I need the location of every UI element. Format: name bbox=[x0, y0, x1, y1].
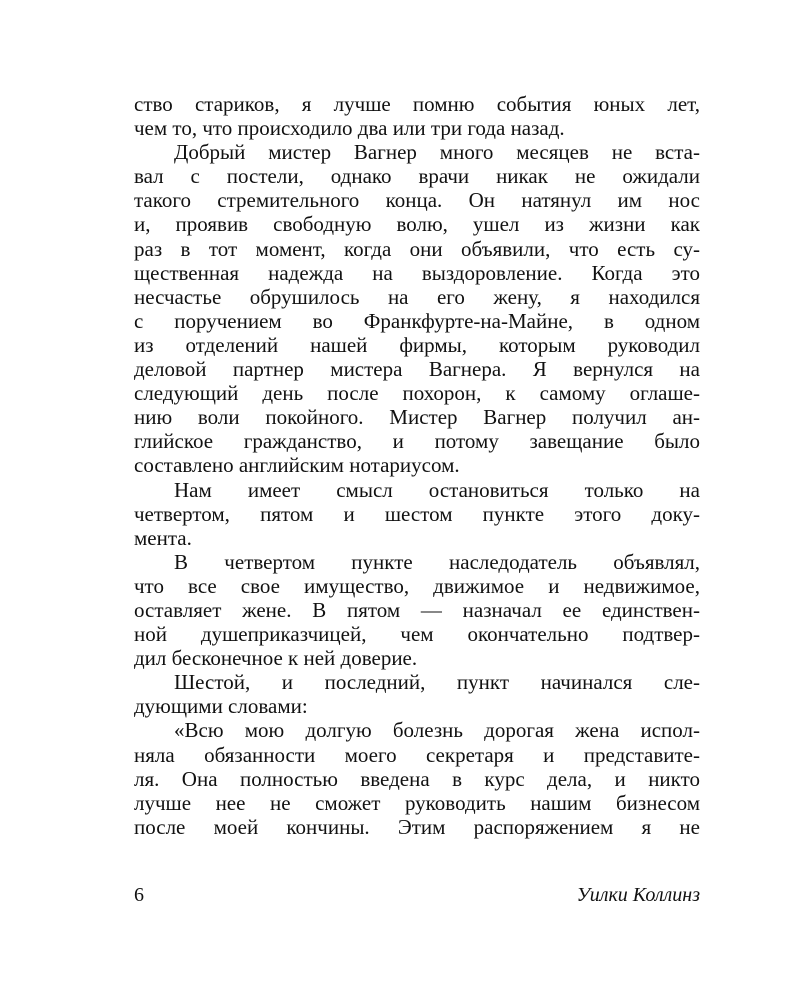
text-line: раз в тот момент, когда они объявили, что есть су- bbox=[134, 236, 700, 261]
text-line: Добрый мистер Вагнер много месяцев не вста- bbox=[174, 140, 700, 165]
text-line: такого стремительного конца. Он натянул им нос bbox=[134, 188, 700, 213]
text-line: оставляет жене. В пятом — назначал ее единствен- bbox=[134, 597, 700, 622]
text-line: дил бесконечное к ней доверие. bbox=[134, 646, 418, 671]
text-line: «Всю мою долгую болезнь дорогая жена испол- bbox=[174, 718, 700, 743]
page-footer bbox=[134, 882, 700, 908]
text-line: чем то, что происходило два или три года назад. bbox=[134, 116, 565, 141]
text-line: лучше нее не сможет руководить нашим бизнесом bbox=[134, 790, 700, 815]
text-line: няла обязанности моего секретаря и представите- bbox=[134, 742, 700, 767]
text-line: Нам имеет смысл остановиться только на bbox=[174, 477, 700, 502]
text-line: мента. bbox=[134, 525, 192, 550]
text-line: несчастье обрушилось на его жену, я находился bbox=[134, 284, 700, 309]
text-line: ство стариков, я лучше помню события юных лет, bbox=[134, 92, 700, 116]
running-footer-author: Уилки Коллинз bbox=[576, 884, 700, 906]
text-line: глийское гражданство, и потому завещание было bbox=[134, 429, 700, 454]
text-line: В четвертом пункте наследодатель объявлял, bbox=[174, 549, 700, 574]
text-line: нию воли покойного. Мистер Вагнер получил ан- bbox=[134, 405, 700, 430]
text-line: Шестой, и последний, пункт начинался сле- bbox=[174, 670, 700, 695]
text-line: деловой партнер мистера Вагнера. Я вернулся на bbox=[134, 357, 700, 382]
text-line: ной душеприказчицей, чем окончательно подтвер- bbox=[134, 622, 700, 647]
text-line: дующими словами: bbox=[134, 694, 308, 719]
text-line: из отделений нашей фирмы, которым руководил bbox=[134, 332, 700, 357]
text-line: что все свое имущество, движимое и недвижимое, bbox=[134, 573, 700, 598]
text-line: и, проявив свободную волю, ушел из жизни как bbox=[134, 212, 700, 237]
book-page-text bbox=[134, 92, 700, 839]
text-line: следующий день после похорон, к самому оглаше- bbox=[134, 381, 700, 406]
text-line: четвертом, пятом и шестом пункте этого доку- bbox=[134, 501, 700, 526]
text-line: ля. Она полностью введена в курс дела, и никто bbox=[134, 766, 700, 791]
text-line: составлено английским нотариусом. bbox=[134, 453, 460, 478]
text-line: щественная надежда на выздоровление. Когда это bbox=[134, 260, 700, 285]
text-line: вал с постели, однако врачи никак не ожидали bbox=[134, 164, 700, 189]
text-line: после моей кончины. Этим распоряжением я не bbox=[134, 814, 700, 839]
page-number: 6 bbox=[134, 884, 144, 906]
text-line: с поручением во Франкфурте-на-Майне, в одном bbox=[134, 308, 700, 333]
